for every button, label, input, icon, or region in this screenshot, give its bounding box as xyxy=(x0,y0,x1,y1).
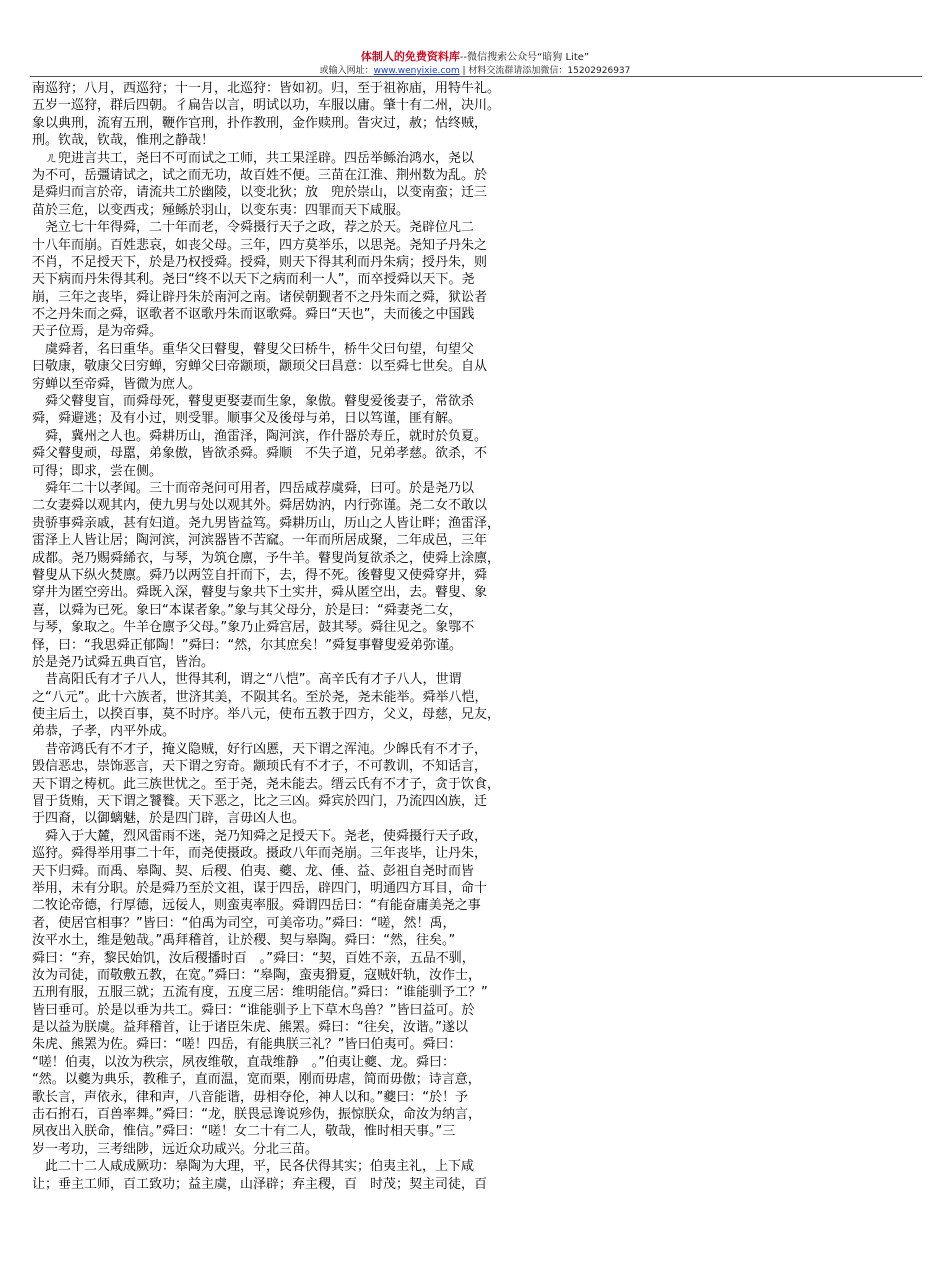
text-line: 朱虎、熊罴为佐。舜曰：“嗟！四岳，有能典朕三礼？”皆曰伯夷可。舜曰： xyxy=(32,1037,462,1053)
header-banner xyxy=(0,50,950,65)
text-line: 歌长言，声依永，律和声，八音能谐，毋相夺伦，神人以和。”夔曰：“於！予 xyxy=(32,1089,468,1105)
text-line: 虞舜者，名曰重华。重华父曰瞽叟，瞽叟父曰桥牛，桥牛父曰句望，句望父 xyxy=(32,341,475,357)
text-line: 让；垂主工师，百工致功；益主虞，山泽辟；弃主稷，百 时茂；契主司徒，百 xyxy=(32,1176,488,1192)
text-line: 于四裔，以御螭魅，於是四门辟，言毋凶人也。 xyxy=(32,811,306,827)
text-line: 使主后土，以揆百事，莫不时序。举八元，使布五教于四方，父义，母慈，兄友， xyxy=(32,707,501,723)
header-note: --微信搜索公众号“暗狗 Lite” xyxy=(459,52,590,63)
header-contact: | 材料交流群请添加微信：15202926937 xyxy=(459,66,631,76)
text-line: 怿，曰：“我思舜正郁陶！”舜曰：“然，尔其庶矣！”舜复事瞽叟爱弟弥谨。 xyxy=(32,637,462,653)
text-line: 五岁一巡狩，群后四朝。彳扁告以言，明试以功，车服以庸。肇十有二州，决川。 xyxy=(32,98,501,114)
text-line: 刑。钦哉，钦哉，惟刑之静哉！ xyxy=(32,133,215,149)
text-line: 汝为司徒，而敬敷五教，在宽。”舜曰：“皋陶，蛮夷猾夏，寇贼奸轨，汝作士， xyxy=(32,967,481,983)
text-line: “然。以夔为典乐，教稚子，直而温，宽而栗，刚而毋虐，简而毋傲；诗言意， xyxy=(32,1072,481,1088)
header-url-prefix: 或输入网址： xyxy=(319,66,374,76)
text-line: 舜，冀州之人也。舜耕历山，渔雷泽，陶河滨，作什器於寿丘，就时於负夏。 xyxy=(32,428,488,444)
text-line: 崩，三年之丧毕，舜让辟丹朱於南河之南。诸侯朝觐者不之丹朱而之舜，狱讼者 xyxy=(32,289,488,305)
text-line: 举用，未有分职。於是舜乃至於文祖，谋于四岳，辟四门，明通四方耳目，命十 xyxy=(32,880,488,896)
text-line: 象以典刑，流宥五刑，鞭作官刑，扑作教刑，金作赎刑。眚灾过，赦；怙终贼， xyxy=(32,115,488,131)
text-line: 者，使居官相事？”皆曰：“伯禹为司空，可美帝功。”舜曰：“嗟，然！禹， xyxy=(32,915,456,931)
text-line: 与琴，象取之。牛羊仓廪予父母。”象乃止舜宫居，鼓其琴。舜往见之。象鄂不 xyxy=(32,620,475,636)
text-line: 此二十二人咸成厥功：皋陶为大理，平，民各伏得其实；伯夷主礼，上下咸 xyxy=(32,1159,475,1175)
text-line: 苗於三危，以变西戎；殛鲧於羽山，以变东夷：四罪而天下咸服。 xyxy=(32,202,410,218)
text-line: 天下病而丹朱得其利。尧曰“终不以天下之病而利一人”，而卒授舜以天下。尧 xyxy=(32,272,475,288)
text-line: 南巡狩；八月，西巡狩；十一月，北巡狩：皆如初。归，至于祖祢庙，用特牛礼。 xyxy=(32,81,501,96)
text-line: 不肖，不足授天下，於是乃权授舜。授舜，则天下得其利而丹朱病；授丹朱，则 xyxy=(32,254,488,270)
header-title: 体制人的免费资料库 xyxy=(360,50,460,63)
text-line: 瞽叟从下纵火焚廪。舜乃以两笠自扞而下，去，得不死。後瞽叟又使舜穿井，舜 xyxy=(32,567,488,583)
text-line: 舜，舜避逃；及有小过，则受罪。顺事父及後母与弟，日以笃谨，匪有解。 xyxy=(32,411,462,427)
text-line: 天下谓之梼杌。此三族世忧之。至于尧，尧未能去。缙云氏有不才子，贪于饮食， xyxy=(32,776,501,792)
text-line: 穿井为匿空旁出。舜既入深，瞽叟与象共下土实井，舜从匿空出，去。瞽叟、象 xyxy=(32,585,488,601)
text-line: 是以益为朕虞。益拜稽首，让于诸臣朱虎、熊罴。舜曰：“往矣，汝谐。”遂以 xyxy=(32,1020,468,1036)
text-line: 五刑有服，五服三就；五流有度，五度三居：维明能信。”舜曰：“谁能驯予工？” xyxy=(32,985,488,1001)
text-line: 天子位焉，是为帝舜。 xyxy=(32,324,163,340)
text-line: 於是尧乃试舜五典百官，皆治。 xyxy=(32,654,215,670)
text-line: 岁一考功，三考绌陟，远近众功咸兴。分北三苗。 xyxy=(32,1141,319,1157)
text-line: 夙夜出入朕命，惟信。”舜曰：“嗟！女二十有二人，敬哉，惟时相天事。”三 xyxy=(32,1124,456,1140)
text-line: “嗟！伯夷，以汝为秩宗，夙夜维敬，直哉维静 。”伯夷让夔、龙。舜曰： xyxy=(32,1054,455,1070)
text-line: 毁信恶忠，崇饰恶言，天下谓之穷奇。颛顼氏有不才子，不可教训，不知话言， xyxy=(32,759,488,775)
text-line: 雷泽上人皆让居；陶河滨，河滨器皆不苦窳。一年而所居成聚，二年成邑，三年 xyxy=(32,533,488,549)
document-body xyxy=(32,80,592,1193)
text-line: 可得；即求，尝在侧。 xyxy=(32,463,163,479)
text-line: 舜年二十以孝闻。三十而帝尧问可用者，四岳咸荐虞舜，曰可。於是尧乃以 xyxy=(32,480,475,496)
text-line: 皆曰垂可。於是以垂为共工。舜曰：“谁能驯予上下草木鸟兽？”皆曰益可。於 xyxy=(32,1002,475,1018)
text-line: 二女妻舜以观其内，使九男与处以观其外。舜居妫汭，内行弥谨。尧二女不敢以 xyxy=(32,498,488,514)
text-line: ㄦ兜进言共工，尧曰不可而试之工师，共工果淫辟。四岳举鲧治鸿水，尧以 xyxy=(32,150,475,166)
text-line: 是舜归而言於帝，请流共工於幽陵，以变北狄；放 兜於崇山，以变南蛮；迁三 xyxy=(32,185,488,201)
text-line: 成都。尧乃赐舜絺衣，与琴，为筑仓廪，予牛羊。瞽叟尚复欲杀之，使舜上涂廪， xyxy=(32,550,501,566)
page-header xyxy=(0,50,950,78)
header-divider xyxy=(30,76,922,77)
text-line: 尧立七十年得舜，二十年而老，令舜摄行天子之政，荐之於天。尧辟位凡二 xyxy=(32,220,475,236)
text-line: 舜入于大麓，烈风雷雨不迷，尧乃知舜之足授天下。尧老，使舜摄行天子政， xyxy=(32,828,488,844)
text-line: 穷蝉以至帝舜，皆微为庶人。 xyxy=(32,376,202,392)
text-line: 为不可，岳彊请试之，试之而无功，故百姓不便。三苗在江淮、荆州数为乱。於 xyxy=(32,167,488,183)
text-line: 冒于货贿，天下谓之饕餮。天下恶之，比之三凶。舜宾於四门，乃流四凶族，迁 xyxy=(32,794,488,810)
text-line: 舜曰：“弃，黎民始饥，汝后稷播时百 。”舜曰：“契，百姓不亲，五品不驯， xyxy=(32,950,475,966)
text-line: 昔高阳氏有才子八人，世得其利，谓之“八恺”。高辛氏有才子八人，世谓 xyxy=(32,672,462,688)
header-url-link[interactable]: www.wenyixie.com xyxy=(373,66,460,76)
text-line: 二牧论帝德，行厚德，远佞人，则蛮夷率服。舜谓四岳曰：“有能奋庸美尧之事 xyxy=(32,898,481,914)
text-line: 十八年而崩。百姓悲哀，如丧父母。三年，四方莫举乐，以思尧。尧知子丹朱之 xyxy=(32,237,488,253)
text-line: 昔帝鸿氏有不才子，掩义隐贼，好行凶慝，天下谓之浑沌。少皞氏有不才子， xyxy=(32,741,488,757)
text-line: 舜父瞽叟盲，而舜母死，瞽叟更娶妻而生象，象傲。瞽叟爱後妻子，常欲杀 xyxy=(32,394,475,410)
text-line: 贵骄事舜亲戚，甚有妇道。尧九男皆益笃。舜耕历山，历山之人皆让畔；渔雷泽， xyxy=(32,515,501,531)
text-line: 喜，以舜为已死。象曰“本谋者象。”象与其父母分，於是曰：“舜妻尧二女， xyxy=(32,602,462,618)
text-line: 巡狩。舜得举用事二十年，而尧使摄政。摄政八年而尧崩。三年丧毕，让丹朱， xyxy=(32,846,488,862)
text-line: 之“八元”。此十六族者，世济其美，不陨其名。至於尧，尧未能举。舜举八恺， xyxy=(32,689,488,705)
text-line: 曰敬康，敬康父曰穷蝉，穷蝉父曰帝颛顼，颛顼父曰昌意：以至舜七世矣。自从 xyxy=(32,359,488,375)
text-line: 天下归舜。而禹、皋陶、契、后稷、伯夷、夔、龙、倕、益、彭祖自尧时而皆 xyxy=(32,863,475,879)
text-line: 弟恭，子孝，内平外成。 xyxy=(32,724,176,740)
text-line: 击石拊石，百兽率舞。”舜曰：“龙，朕畏忌谗说殄伪，振惊朕众，命汝为纳言， xyxy=(32,1107,481,1123)
text-line: 汝平水土，维是勉哉。”禹拜稽首，让於稷、契与皋陶。舜曰：“然，往矣。” xyxy=(32,933,456,949)
text-line: 不之丹朱而之舜，讴歌者不讴歌丹朱而讴歌舜。舜曰“天也”，夫而後之中国践 xyxy=(32,307,475,323)
text-line: 舜父瞽叟顽，母嚚，弟象傲，皆欲杀舜。舜顺 不失子道，兄弟孝慈。欲杀，不 xyxy=(32,446,488,462)
